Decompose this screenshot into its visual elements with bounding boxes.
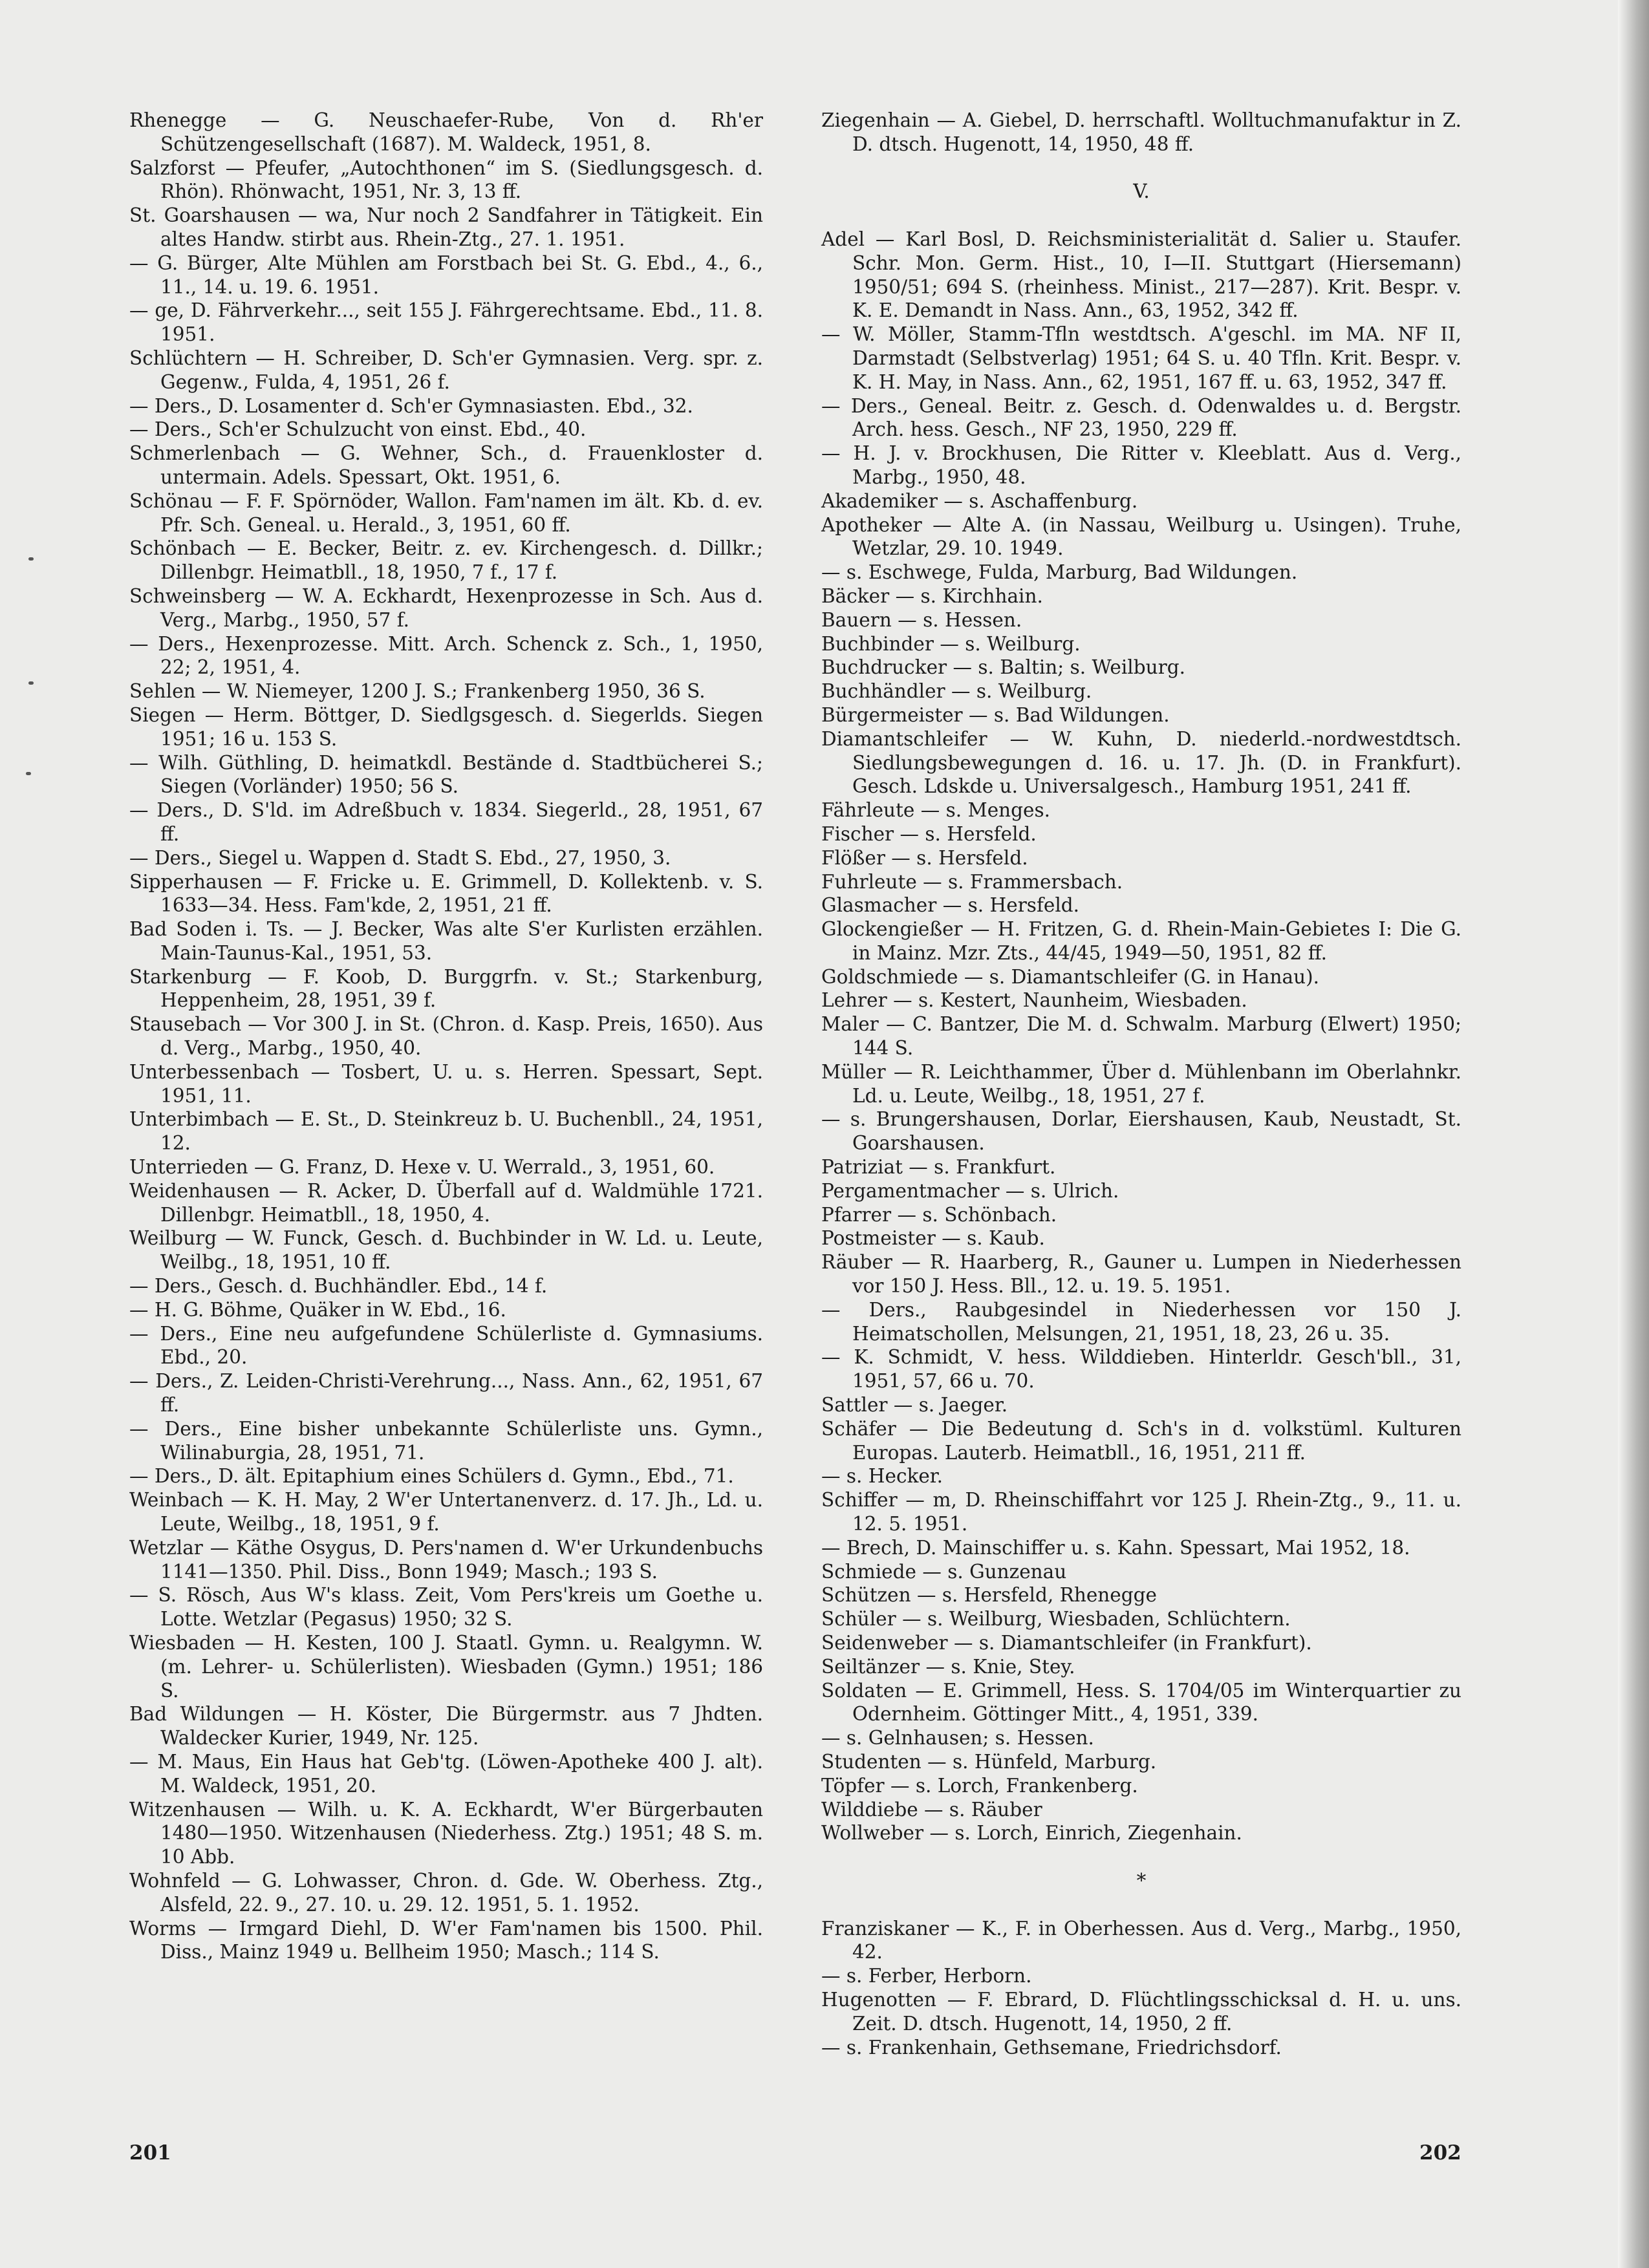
bibliography-entry: Bäcker — s. Kirchhain. bbox=[821, 584, 1043, 607]
bibliography-entry: Müller — R. Leichthammer, Über d. Mühlenbann im Oberlahnkr. Ld. u. Leute, Weilbg., 18, 1951, 27 f. bbox=[821, 1060, 1461, 1107]
bibliography-entry: Wohnfeld — G. Lohwasser, Chron. d. Gde. W. Oberhess. Ztg., Alsfeld, 22. 9., 27. 10. u. 29. 12. 1951, 5. 1. 1952. bbox=[129, 1869, 763, 1916]
bibliography-entry: Buchbinder — s. Weilburg. bbox=[821, 632, 1081, 655]
bibliography-entry: Seiltänzer — s. Knie, Stey. bbox=[821, 1655, 1075, 1678]
bibliography-entry: — H. J. v. Brockhusen, Die Ritter v. Kleeblatt. Aus d. Verg., Marbg., 1950, 48. bbox=[821, 442, 1461, 488]
right-column-top-entries bbox=[821, 109, 1461, 156]
bibliography-entry: Schmiede — s. Gunzenau bbox=[821, 1560, 1067, 1583]
bibliography-entry: — ge, D. Fährverkehr..., seit 155 J. Fährgerechtsame. Ebd., 11. 8. 1951. bbox=[129, 299, 763, 346]
bibliography-entry: Diamantschleifer — W. Kuhn, D. niederld.-nordwestdtsch. Siedlungsbewegungen d. 16. u. 17. Jh. (D. in Frankfurt). Gesch. Ldskde u. Universalgesch., Hamburg 1951, 241 ff. bbox=[821, 727, 1461, 798]
right-column bbox=[821, 109, 1461, 2059]
bibliography-entry: Lehrer — s. Kestert, Naunheim, Wiesbaden. bbox=[821, 989, 1247, 1012]
bibliography-entry: Pergamentmacher — s. Ulrich. bbox=[821, 1179, 1119, 1202]
section-heading: V. bbox=[1133, 180, 1150, 203]
bibliography-entry: Franziskaner — K., F. in Oberhessen. Aus d. Verg., Marbg., 1950, 42. bbox=[821, 1917, 1461, 1963]
bibliography-entry: Bürgermeister — s. Bad Wildungen. bbox=[821, 703, 1170, 726]
bibliography-entry: — Ders., Raubgesindel in Niederhessen vor 150 J. Heimatschollen, Melsungen, 21, 1951, 18, 23, 26 u. 35. bbox=[821, 1298, 1461, 1345]
bibliography-entry: Schmerlenbach — G. Wehner, Sch., d. Frauenkloster d. untermain. Adels. Spessart, Okt. 1951, 6. bbox=[129, 442, 763, 488]
bibliography-entry: Postmeister — s. Kaub. bbox=[821, 1227, 1045, 1250]
bibliography-entry: — Ders., Sch'er Schulzucht von einst. Ebd., 40. bbox=[129, 418, 587, 441]
bibliography-entry: Unterbimbach — E. St., D. Steinkreuz b. U. Buchenbll., 24, 1951, 12. bbox=[129, 1108, 763, 1155]
asterisk-separator: * bbox=[1136, 1869, 1147, 1892]
bibliography-entry: — Ders., D. Losamenter d. Sch'er Gymnasiasten. Ebd., 32. bbox=[129, 394, 693, 417]
bibliography-entry: Sipperhausen — F. Fricke u. E. Grimmell, D. Kollektenb. v. S. 1633—34. Hess. Fam'kde, 2, 1951, 21 ff. bbox=[129, 870, 763, 917]
bibliography-entry: — Ders., Gesch. d. Buchhändler. Ebd., 14 f. bbox=[129, 1275, 548, 1298]
bibliography-entry: Fuhrleute — s. Frammersbach. bbox=[821, 870, 1123, 893]
bibliography-entry: — Wilh. Güthling, D. heimatkdl. Bestände d. Stadtbücherei S.; Siegen (Vorländer) 1950; 56 S. bbox=[129, 751, 763, 798]
spacer bbox=[821, 204, 1461, 228]
bibliography-entry: Salzforst — Pfeufer, „Autochthonen“ im S. (Siedlungsgesch. d. Rhön). Rhönwacht, 1951, Nr. 3, 13 ff. bbox=[129, 156, 763, 203]
bibliography-entry: — M. Maus, Ein Haus hat Geb'tg. (Löwen-Apotheke 400 J. alt). M. Waldeck, 1951, 20. bbox=[129, 1750, 763, 1797]
bibliography-entry: — s. Hecker. bbox=[821, 1465, 943, 1488]
bibliography-entry: — G. Bürger, Alte Mühlen am Forstbach bei St. G. Ebd., 4., 6., 11., 14. u. 19. 6. 1951. bbox=[129, 251, 763, 298]
bibliography-entry: — Ders., Eine bisher unbekannte Schülerliste uns. Gymn., Wilinaburgia, 28, 1951, 71. bbox=[129, 1417, 763, 1464]
scan-speck bbox=[28, 557, 34, 561]
bibliography-entry: Wetzlar — Käthe Osygus, D. Pers'namen d. W'er Urkundenbuchs 1141—1350. Phil. Diss., Bonn 1949; Masch.; 193 S. bbox=[129, 1536, 763, 1583]
bibliography-entry: — s. Frankenhain, Gethsemane, Friedrichsdorf. bbox=[821, 2036, 1282, 2059]
bibliography-entry: Flößer — s. Hersfeld. bbox=[821, 846, 1028, 869]
bibliography-entry: Patriziat — s. Frankfurt. bbox=[821, 1156, 1056, 1179]
bibliography-entry: Wollweber — s. Lorch, Einrich, Ziegenhain. bbox=[821, 1822, 1242, 1845]
bibliography-entry: — W. Möller, Stamm-Tfln westdtsch. A'geschl. im MA. NF II, Darmstadt (Selbstverlag) 1951; 64 S. u. 40 Tfln. Krit. Bespr. v. K. H. May, in Nass. Ann., 62, 1951, 167 ff. u. 63, 1952, 347 ff. bbox=[821, 323, 1461, 393]
bibliography-entry: Weilburg — W. Funck, Gesch. d. Buchbinder in W. Ld. u. Leute, Weilbg., 18, 1951, 10 ff. bbox=[129, 1227, 763, 1274]
bibliography-entry: Unterbessenbach — Tosbert, U. u. s. Herren. Spessart, Sept. 1951, 11. bbox=[129, 1060, 763, 1107]
bibliography-entry: — S. Rösch, Aus W's klass. Zeit, Vom Pers'kreis um Goethe u. Lotte. Wetzlar (Pegasus) 1950; 32 S. bbox=[129, 1584, 763, 1631]
bibliography-entry: Schönbach — E. Becker, Beitr. z. ev. Kirchengesch. d. Dillkr.; Dillenbgr. Heimatbll., 18, 1950, 7 f., 17 f. bbox=[129, 537, 763, 584]
bibliography-entry: Glockengießer — H. Fritzen, G. d. Rhein-Main-Gebietes I: Die G. in Mainz. Mzr. Zts., 44/45, 1949—50, 1951, 82 ff. bbox=[821, 918, 1461, 964]
bibliography-entry: Fischer — s. Hersfeld. bbox=[821, 822, 1037, 845]
bibliography-entry: Räuber — R. Haarberg, R., Gauner u. Lumpen in Niederhessen vor 150 J. Hess. Bll., 12. u. 19. 5. 1951. bbox=[821, 1251, 1461, 1298]
bibliography-entry: Weinbach — K. H. May, 2 W'er Untertanenverz. d. 17. Jh., Ld. u. Leute, Weilbg., 18, 1951, 9 f. bbox=[129, 1489, 763, 1535]
bibliography-entry: Studenten — s. Hünfeld, Marburg. bbox=[821, 1750, 1157, 1773]
bibliography-entry: — Ders., Geneal. Beitr. z. Gesch. d. Odenwaldes u. d. Bergstr. Arch. hess. Gesch., NF 23, 1950, 229 ff. bbox=[821, 394, 1461, 441]
bibliography-entry: — s. Brungershausen, Dorlar, Eiershausen, Kaub, Neustadt, St. Goarshausen. bbox=[821, 1108, 1461, 1155]
bibliography-entry: Schützen — s. Hersfeld, Rhenegge bbox=[821, 1584, 1157, 1607]
bibliography-entry: Akademiker — s. Aschaffenburg. bbox=[821, 489, 1138, 512]
section-v-entries bbox=[821, 228, 1461, 1845]
bibliography-entry: Bauern — s. Hessen. bbox=[821, 608, 1022, 631]
page-number-right: 202 bbox=[1419, 2141, 1461, 2165]
scan-speck bbox=[28, 681, 34, 685]
bibliography-entry: — K. Schmidt, V. hess. Wilddieben. Hinterldr. Gesch'bll., 31, 1951, 57, 66 u. 70. bbox=[821, 1346, 1461, 1393]
bibliography-entry: Pfarrer — s. Schönbach. bbox=[821, 1203, 1057, 1226]
bibliography-entry: Schäfer — Die Bedeutung d. Sch's in d. volkstüml. Kulturen Europas. Lauterb. Heimatbll., 16, 1951, 211 ff. bbox=[821, 1417, 1461, 1464]
bibliography-entry: Apotheker — Alte A. (in Nassau, Weilburg u. Usingen). Truhe, Wetzlar, 29. 10. 1949. bbox=[821, 513, 1461, 560]
bibliography-entry: Bad Soden i. Ts. — J. Becker, Was alte S'er Kurlisten erzählen. Main-Taunus-Kal., 1951, 53. bbox=[129, 918, 763, 964]
spacer bbox=[821, 156, 1461, 180]
bibliography-entry: Glasmacher — s. Hersfeld. bbox=[821, 894, 1080, 917]
bibliography-entry: Schüler — s. Weilburg, Wiesbaden, Schlüchtern. bbox=[821, 1608, 1291, 1631]
bibliography-entry: Maler — C. Bantzer, Die M. d. Schwalm. Marburg (Elwert) 1950; 144 S. bbox=[821, 1013, 1461, 1060]
left-column bbox=[129, 109, 763, 1964]
bibliography-entry: Stausebach — Vor 300 J. in St. (Chron. d. Kasp. Preis, 1650). Aus d. Verg., Marbg., 1950, 40. bbox=[129, 1013, 763, 1060]
bibliography-entry: Adel — Karl Bosl, D. Reichsministerialität d. Salier u. Staufer. Schr. Mon. Germ. Hist., 10, I—II. Stuttgart (Hiersemann) 1950/51; 694 S. (rheinhess. Minist., 217—287). Krit. Bespr. v. K. E. Demandt in Nass. Ann., 63, 1952, 342 ff. bbox=[821, 228, 1461, 322]
bibliography-entry: Rhenegge — G. Neuschaefer-Rube, Von d. Rh'er Schützengesellschaft (1687). M. Waldeck, 1951, 8. bbox=[129, 109, 763, 155]
bibliography-entry: Unterrieden — G. Franz, D. Hexe v. U. Werrald., 3, 1951, 60. bbox=[129, 1156, 715, 1179]
bibliography-entry: Starkenburg — F. Koob, D. Burggrfn. v. St.; Starkenburg, Heppenheim, 28, 1951, 39 f. bbox=[129, 965, 763, 1012]
bibliography-entry: — Ders., Eine neu aufgefundene Schülerliste d. Gymnasiums. Ebd., 20. bbox=[129, 1322, 763, 1369]
bibliography-entry: — Ders., Z. Leiden-Christi-Verehrung..., Nass. Ann., 62, 1951, 67 ff. bbox=[129, 1370, 763, 1417]
spacer bbox=[821, 1845, 1461, 1869]
bibliography-entry: Witzenhausen — Wilh. u. K. A. Eckhardt, W'er Bürgerbauten 1480—1950. Witzenhausen (Niederhess. Ztg.) 1951; 48 S. m. 10 Abb. bbox=[129, 1798, 763, 1868]
bibliography-entry: — s. Eschwege, Fulda, Marburg, Bad Wildungen. bbox=[821, 561, 1298, 584]
bibliography-entry: Schweinsberg — W. A. Eckhardt, Hexenprozesse in Sch. Aus d. Verg., Marbg., 1950, 57 f. bbox=[129, 584, 763, 631]
bibliography-entry: Wilddiebe — s. Räuber bbox=[821, 1798, 1042, 1821]
bibliography-entry: Seidenweber — s. Diamantschleifer (in Frankfurt). bbox=[821, 1632, 1312, 1654]
bibliography-entry: Bad Wildungen — H. Köster, Die Bürgermstr. aus 7 Jhdten. Waldecker Kurier, 1949, Nr. 125. bbox=[129, 1703, 763, 1749]
bibliography-entry: Töpfer — s. Lorch, Frankenberg. bbox=[821, 1774, 1138, 1797]
right-column-bottom-entries bbox=[821, 1917, 1461, 2060]
bibliography-entry: Goldschmiede — s. Diamantschleifer (G. in Hanau). bbox=[821, 965, 1319, 988]
bibliography-entry: Buchhändler — s. Weilburg. bbox=[821, 680, 1092, 703]
bibliography-entry: — Ders., Siegel u. Wappen d. Stadt S. Ebd., 27, 1950, 3. bbox=[129, 846, 671, 869]
bibliography-entry: Schönau — F. F. Spörnöder, Wallon. Fam'namen im ält. Kb. d. ev. Pfr. Sch. Geneal. u. Herald., 3, 1951, 60 ff. bbox=[129, 489, 763, 536]
bibliography-entry: Weidenhausen — R. Acker, D. Überfall auf d. Waldmühle 1721. Dillenbgr. Heimatbll., 18, 1950, 4. bbox=[129, 1179, 763, 1226]
bibliography-entry: Fährleute — s. Menges. bbox=[821, 799, 1051, 822]
bibliography-entry: Wiesbaden — H. Kesten, 100 J. Staatl. Gymn. u. Realgymn. W. (m. Lehrer- u. Schülerlisten). Wiesbaden (Gymn.) 1951; 186 S. bbox=[129, 1632, 763, 1702]
bibliography-entry: Ziegenhain — A. Giebel, D. herrschaftl. Wolltuchmanufaktur in Z. D. dtsch. Hugenott, 14, 1950, 48 ff. bbox=[821, 109, 1461, 155]
page-number-left: 201 bbox=[129, 2141, 171, 2165]
bibliography-entry: — Ders., D. S'ld. im Adreßbuch v. 1834. Siegerld., 28, 1951, 67 ff. bbox=[129, 799, 763, 845]
bibliography-entry: — Ders., D. ält. Epitaphium eines Schülers d. Gymn., Ebd., 71. bbox=[129, 1465, 734, 1488]
bibliography-entry: — s. Gelnhausen; s. Hessen. bbox=[821, 1727, 1094, 1749]
bibliography-entry: Sattler — s. Jaeger. bbox=[821, 1394, 1008, 1417]
bibliography-entry: Schiffer — m, D. Rheinschiffahrt vor 125 J. Rhein-Ztg., 9., 11. u. 12. 5. 1951. bbox=[821, 1489, 1461, 1535]
page-edge-shadow bbox=[1618, 0, 1649, 2268]
bibliography-entry: — Brech, D. Mainschiffer u. s. Kahn. Spessart, Mai 1952, 18. bbox=[821, 1536, 1410, 1559]
bibliography-entry: — Ders., Hexenprozesse. Mitt. Arch. Schenck z. Sch., 1, 1950, 22; 2, 1951, 4. bbox=[129, 632, 763, 679]
bibliography-entry: Sehlen — W. Niemeyer, 1200 J. S.; Frankenberg 1950, 36 S. bbox=[129, 680, 706, 703]
bibliography-entry: St. Goarshausen — wa, Nur noch 2 Sandfahrer in Tätigkeit. Ein altes Handw. stirbt aus. Rhein-Ztg., 27. 1. 1951. bbox=[129, 204, 763, 250]
bibliography-entry: — H. G. Böhme, Quäker in W. Ebd., 16. bbox=[129, 1298, 506, 1321]
bibliography-entry: Soldaten — E. Grimmell, Hess. S. 1704/05 im Winterquartier zu Odernheim. Göttinger Mitt., 4, 1951, 339. bbox=[821, 1679, 1461, 1726]
bibliography-entry: Siegen — Herm. Böttger, D. Siedlgsgesch. d. Siegerlds. Siegen 1951; 16 u. 153 S. bbox=[129, 703, 763, 750]
bibliography-entry: Worms — Irmgard Diehl, D. W'er Fam'namen bis 1500. Phil. Diss., Mainz 1949 u. Bellheim 1950; Masch.; 114 S. bbox=[129, 1917, 763, 1963]
spacer bbox=[821, 1893, 1461, 1917]
bibliography-entry: Buchdrucker — s. Baltin; s. Weilburg. bbox=[821, 656, 1185, 679]
bibliography-entry: Schlüchtern — H. Schreiber, D. Sch'er Gymnasien. Verg. spr. z. Gegenw., Fulda, 4, 1951, 26 f. bbox=[129, 347, 763, 393]
bibliography-entry: Hugenotten — F. Ebrard, D. Flüchtlingsschicksal d. H. u. uns. Zeit. D. dtsch. Hugenott, 14, 1950, 2 ff. bbox=[821, 1988, 1461, 2035]
bibliography-entry: — s. Ferber, Herborn. bbox=[821, 1965, 1032, 1987]
scan-speck bbox=[26, 772, 31, 775]
